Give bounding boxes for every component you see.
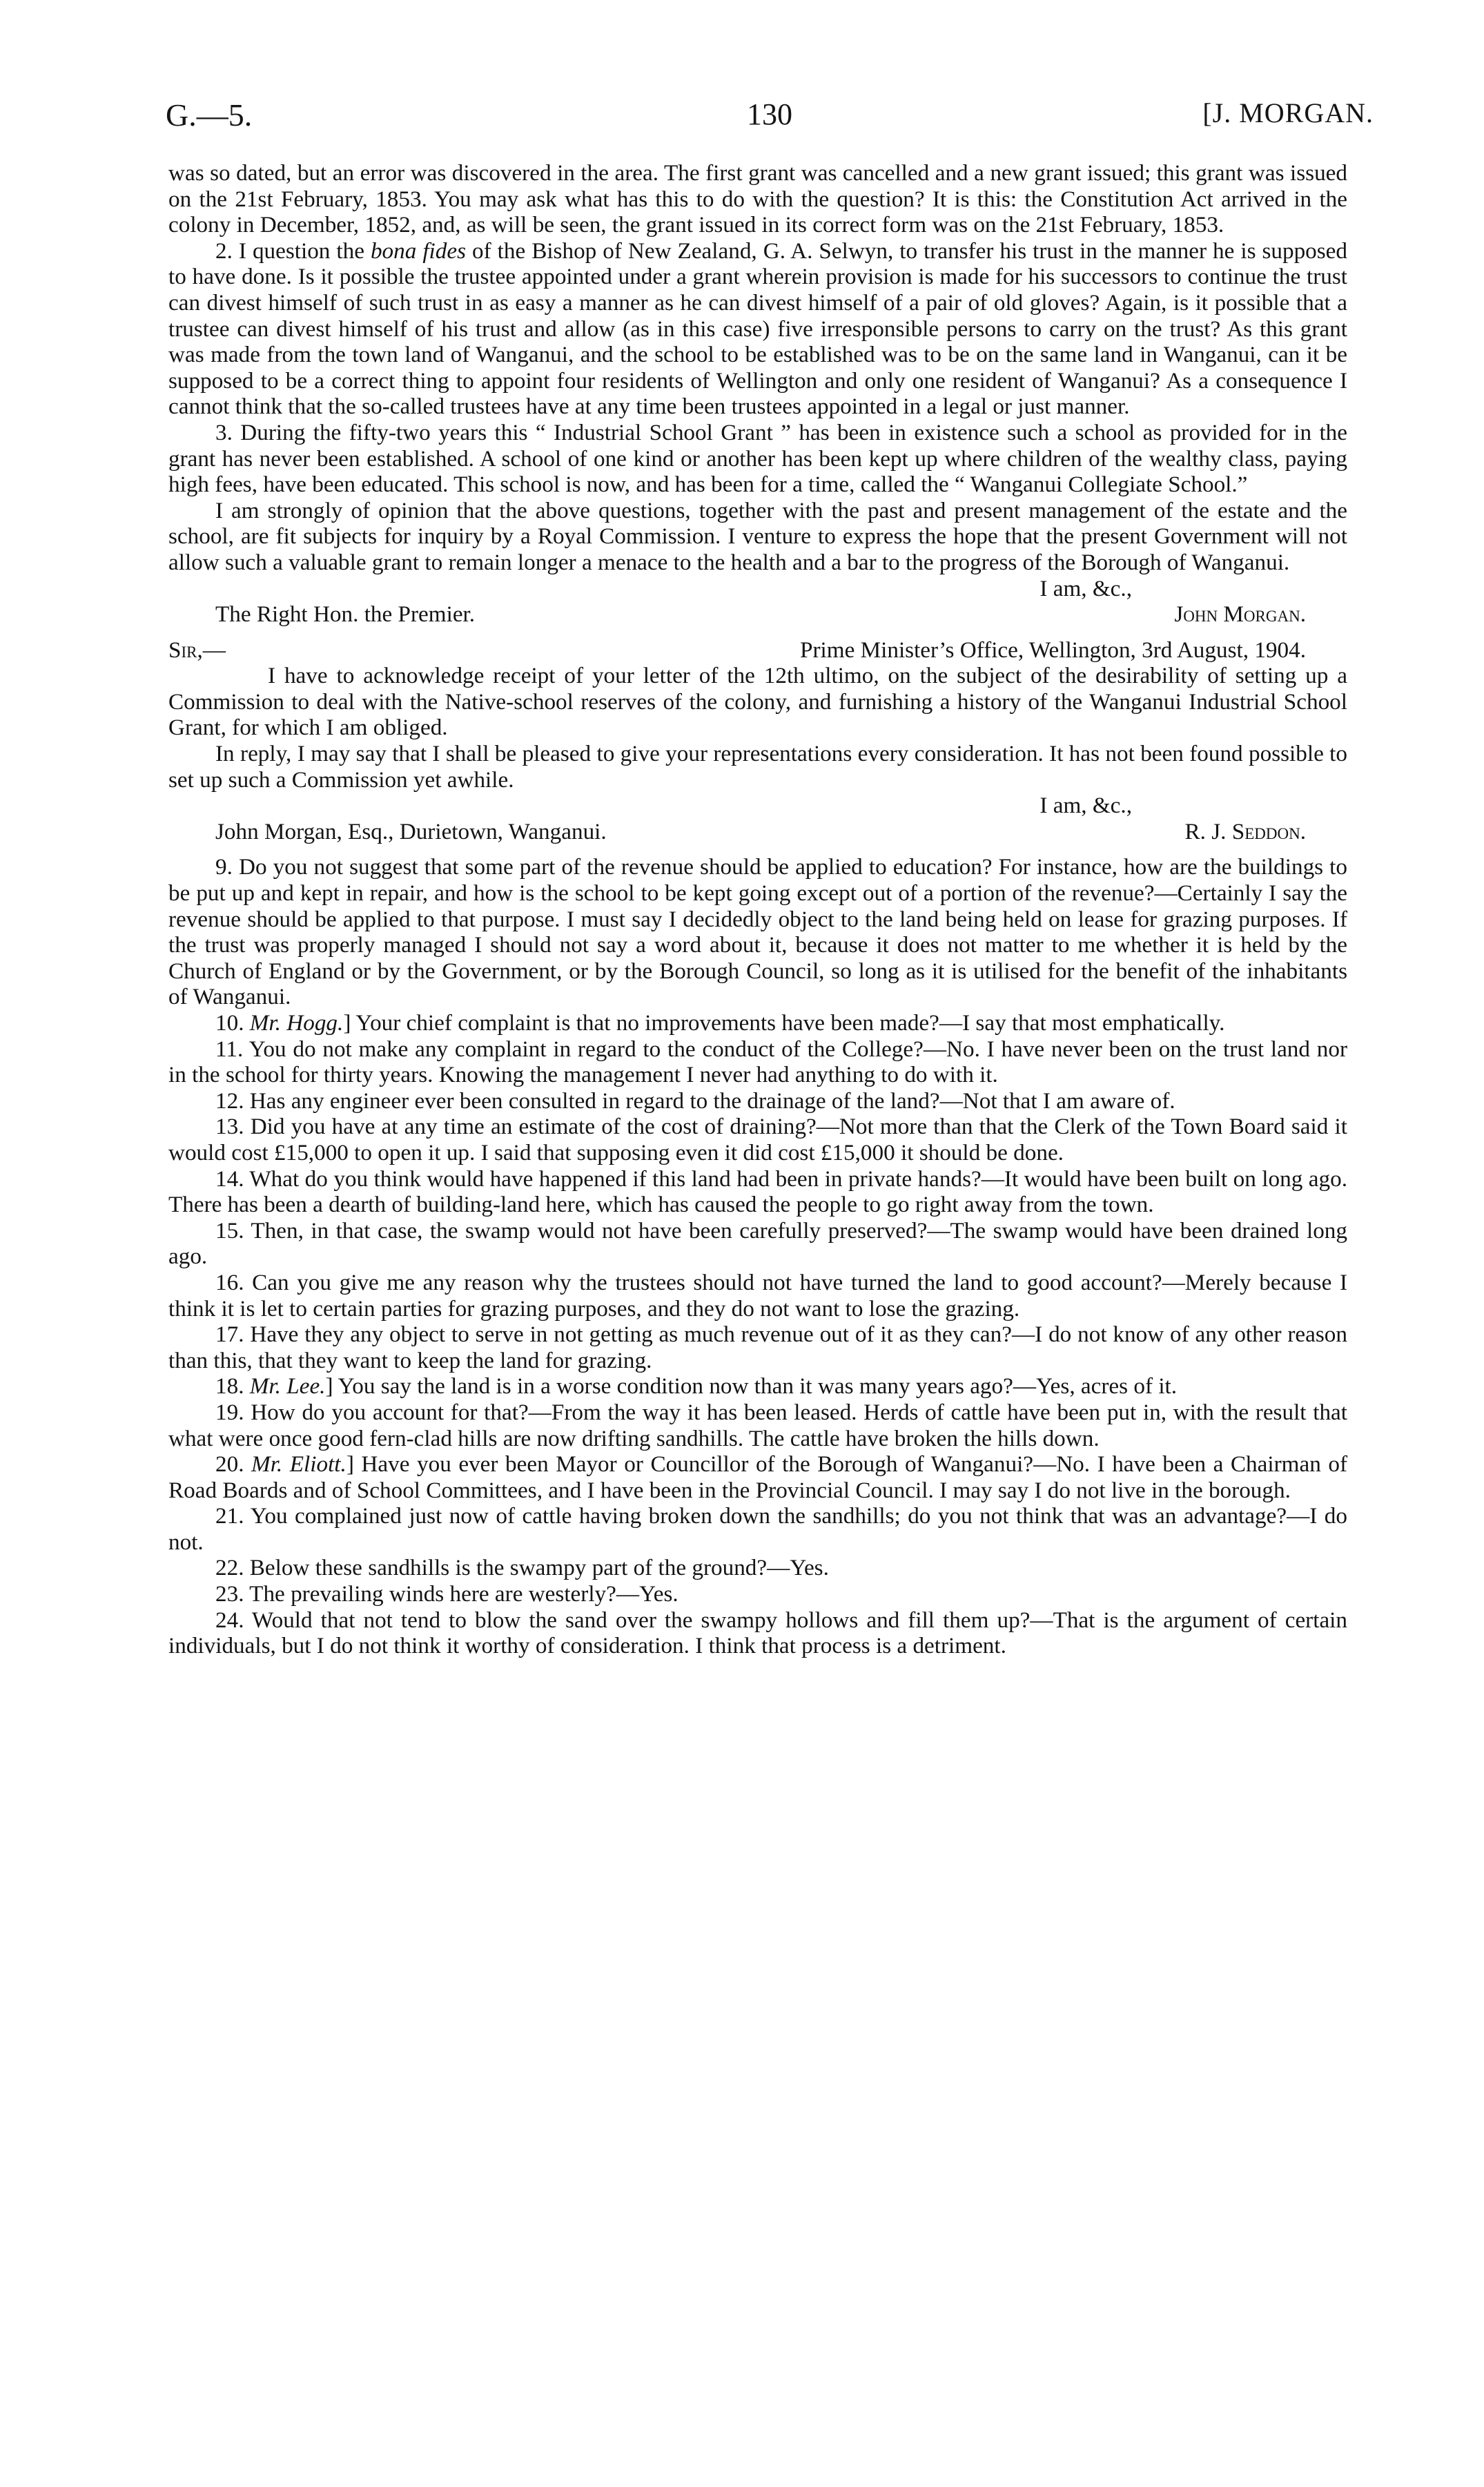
letter-closing: I am, &c., [1039,575,1132,601]
para2-text-start: 2. I question the [215,238,371,264]
page-reference: G.—5. [166,97,253,133]
question-20 [168,1451,1347,1503]
question-19: 19. How do you account for that?—From the way it has been leased. Herds of cattle have been put in, with the result that what were once good fern-clad hills are now drifting sandhills. The cattle have broken the hills down. [168,1399,1347,1451]
reply-paragraph-2: In reply, I may say that I shall be pleased to give your representations every consideration. It has not been found possible to set up such a Commission yet awhile. [168,741,1347,793]
question-9: 9. Do you not suggest that some part of the revenue should be applied to education? For instance, how are the buildings to be put up and kept in repair, and how is the school to be kept going except out of a portion of the revenue?—Certainly I say the revenue should be applied to that purpose. I must say I decidedly object to the land being held on lease for grazing purposes. If the trust was properly managed I should not say a word about it, because it does not matter to me whether it is held by the Church of England or by the Government, or by the Borough Council, so long as it is utilised for the benefit of the inhabitants of Wanganui. [168,854,1347,1010]
reply-salutation: Sir,— [168,637,226,663]
question-12: 12. Has any engineer ever been consulted in regard to the drainage of the land?—Not that I am aware of. [215,1087,1175,1114]
witness-name: [J. MORGAN. [1202,97,1374,128]
q10-speaker: Mr. Hogg. [249,1010,344,1036]
q18-text: ] You say the land is in a worse condition now than it was many years ago?—Yes, acres of it. [325,1373,1178,1400]
para2-italic-term: bona fides [370,238,467,264]
question-15: 15. Then, in that case, the swamp would not have been carefully preserved?—The swamp would have been drained long ago. [168,1217,1347,1270]
spacer [168,628,1347,637]
question-13: 13. Did you have at any time an estimate of the cost of draining?—Not more than that the Clerk of the Town Board said it would cost £15,000 to open it up. I said that supposing even it did cost £15,000 it should be done. [168,1114,1347,1165]
q20-number: 20. [215,1451,252,1478]
spacer [168,844,1347,854]
reply-signature-line [168,819,1347,845]
reply-addressee: John Morgan, Esq., Durietown, Wanganui. [215,818,607,844]
question-23: 23. The prevailing winds here are westerly?—Yes. [215,1581,678,1607]
q18-speaker: Mr. Lee. [249,1373,326,1400]
question-11: 11. You do not make any complaint in regard to the conduct of the College?—No. I have never been on the trust land nor in the school for thirty years. Knowing the management I never had anything to do with it. [168,1036,1347,1088]
letter-signature: John Morgan. [1174,601,1306,628]
reply-dateline: Prime Minister’s Office, Wellington, 3rd August, 1904. [800,637,1306,663]
q18-number: 18. [215,1373,250,1400]
q10-text: ] Your chief complaint is that no improvements have been made?—I say that most emphatically. [343,1010,1225,1036]
letter-paragraph-3: 3. During the fifty-two years this “ Industrial School Grant ” has been in existence such a school as provided for in the grant has never been established. A school of one kind or another has been kept up where children of the wealthy class, paying high fees, have been educated. This school is now, and has been for a time, called the “ Wanganui Collegiate School.” [168,419,1347,498]
q20-text: ] Have you ever been Mayor or Councillor of the Borough of Wanganui?—No. I have been a Chairman of Road Boards and of School Committees, and I have been in the Provincial Council. I may say I do not live in the borough. [168,1451,1347,1503]
question-22: 22. Below these sandhills is the swampy part of the ground?—Yes. [215,1555,829,1581]
question-21: 21. You complained just now of cattle having broken down the sandhills; do you not think that was an advantage?—I do not. [168,1503,1347,1555]
para2-text-end: of the Bishop of New Zealand, G. A. Selwyn, to transfer his trust in the manner he is supposed to have done. Is it possible the trustee appointed under a grant wherein provision is made for his successors to continue the trust can divest himself of such trust in as easy a manner as he can divest himself of a pair of old gloves? Again, is it possible that a trustee can divest himself of his trust and allow (as in this case) five irresponsible persons to carry on the trust? As this grant was made from the town land of Wanganui, and the school to be established was to be on the same land in Wanganui, can it be supposed to be a correct thing to appoint four residents of Wellington and only one resident of Wanganui? As a consequence I cannot think that the so-called trustees have at any time been trustees appointed in a legal or just manner. [168,238,1348,420]
letter-addressee: The Right Hon. the Premier. [215,601,476,628]
question-18 [168,1373,1347,1400]
reply-closing: I am, &c., [1039,793,1132,819]
question-17: 17. Have they any object to serve in not getting as much revenue out of it as they can?—I do not know of any other reason than this, that they want to keep the land for grazing. [168,1322,1347,1373]
reply-heading [168,637,1347,664]
reply-signature: R. J. Seddon. [1184,818,1306,844]
letter-paragraph-2 [168,238,1347,420]
question-14: 14. What do you think would have happened if this land had been in private hands?—It would have been built on long ago. There has been a dearth of building-land here, which has caused the people to go right away from the town. [168,1165,1347,1218]
q20-speaker: Mr. Eliott. [251,1451,346,1478]
letter-signature-line [168,601,1347,628]
page-header [166,97,1374,138]
question-24: 24. Would that not tend to blow the sand over the swampy hollows and fill them up?—That is the argument of certain individuals, but I do not think it worthy of consideration. I think that process is a detriment. [168,1607,1347,1659]
reply-paragraph-1: I have to acknowledge receipt of your letter of the 12th ultimo, on the subject of the desirability of setting up a Commission to deal with the Native-school reserves of the colony, and furnishing a history of the Wanganui Industrial School Grant, for which I am obliged. [168,663,1347,741]
question-16: 16. Can you give me any reason why the trustees should not have turned the land to good account?—Merely because I think it is let to certain parties for grazing purposes, and they do not want to lose the grazing. [168,1269,1347,1322]
page-body [168,160,1347,1659]
question-10 [168,1010,1347,1036]
q10-number: 10. [215,1010,250,1036]
letter-paragraph-continued: was so dated, but an error was discovered in the area. The first grant was cancelled and a new grant issued; this grant was issued on the 21st February, 1853. You may ask what has this to do with the question? It is this: the Constitution Act arrived in the colony in December, 1852, and, as will be seen, the grant issued in its correct form was on the 21st February, 1853. [168,160,1347,238]
page-number: 130 [747,97,792,131]
letter-paragraph-4: I am strongly of opinion that the above questions, together with the past and present management of the estate and the school, are fit subjects for inquiry by a Royal Commission. I venture to express the hope that the present Government will not allow such a valuable grant to remain longer a menace to the health and a bar to the progress of the Borough of Wanganui. [168,497,1347,575]
